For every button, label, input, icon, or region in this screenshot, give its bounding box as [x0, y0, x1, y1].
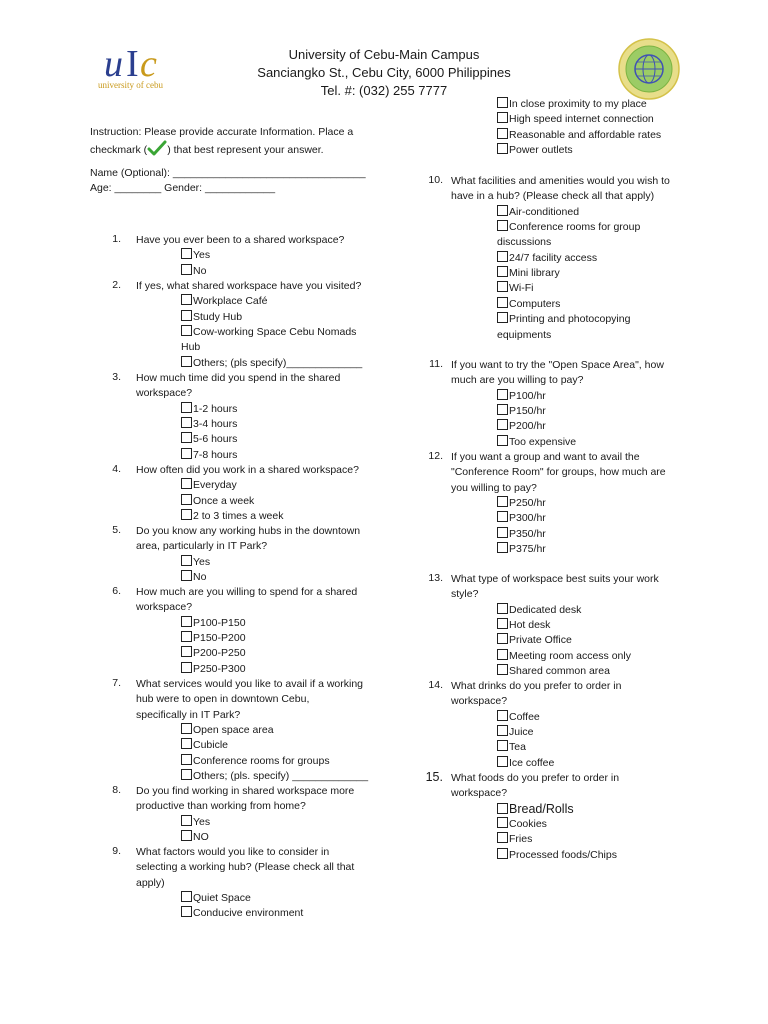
option-label-continued: discussions [497, 236, 552, 249]
checkbox-icon[interactable] [497, 389, 508, 400]
option-label: Private Office [509, 634, 572, 647]
option-label: Too expensive [509, 435, 577, 448]
checkbox-option[interactable] [497, 266, 560, 281]
checkbox-icon[interactable] [181, 906, 192, 917]
checkbox-icon[interactable] [497, 618, 508, 629]
question-text: you willing to pay? [451, 481, 537, 494]
option-label: Computers [509, 297, 561, 310]
question-text: What drinks do you prefer to order in [451, 680, 622, 692]
checkbox-icon[interactable] [497, 542, 508, 553]
checkbox-icon[interactable] [181, 325, 192, 336]
checkbox-option[interactable] [497, 281, 534, 296]
checkmark-icon [147, 140, 167, 161]
checkbox-option[interactable] [497, 756, 554, 771]
checkbox-icon[interactable] [497, 725, 508, 736]
option-label: Conference rooms for group [509, 221, 641, 234]
option-label: Quiet Space [193, 892, 251, 905]
checkbox-option[interactable] [181, 478, 237, 493]
option-label: In close proximity to my place [509, 98, 647, 110]
question-text: Do you know any working hubs in the downtown [136, 525, 361, 537]
checkbox-icon[interactable] [497, 312, 508, 323]
checkbox-option[interactable] [497, 404, 546, 419]
question-number: 1. [112, 233, 121, 245]
option-label-continued: Hub [181, 341, 201, 354]
checkbox-option[interactable] [497, 603, 581, 618]
checkbox-icon[interactable] [181, 310, 192, 321]
checkbox-icon[interactable] [497, 633, 508, 644]
header-address: Sanciangko St., Cebu City, 6000 Philippines [257, 65, 511, 80]
question-text: selecting a working hub? (Please check all that [136, 861, 355, 874]
question-text: What services would you like to avail if a working [136, 678, 364, 690]
checkbox-option[interactable] [181, 509, 283, 524]
question-number: 12. [428, 450, 443, 462]
checkbox-icon[interactable] [497, 112, 508, 123]
checkbox-icon[interactable] [181, 830, 192, 841]
checkbox-option[interactable] [181, 738, 228, 753]
checkbox-icon[interactable] [181, 723, 192, 734]
checkbox-option[interactable] [497, 389, 546, 404]
svg-text:I: I [126, 43, 139, 85]
checkbox-icon[interactable] [497, 251, 508, 262]
checkbox-option[interactable] [181, 325, 356, 340]
question-text: workspace? [451, 695, 508, 708]
checkbox-option[interactable] [497, 496, 546, 511]
option-label: No [193, 264, 207, 277]
checkbox-option[interactable] [497, 511, 546, 526]
checkbox-icon[interactable] [181, 815, 192, 826]
option-label: Once a week [193, 494, 255, 507]
option-label: Yes [193, 555, 211, 568]
option-label: P200-P250 [193, 647, 246, 660]
option-label: Hot desk [509, 619, 551, 632]
option-label: Cubicle [193, 739, 229, 752]
header-university-name: University of Cebu-Main Campus [288, 47, 480, 62]
checkbox-icon[interactable] [181, 356, 192, 367]
option-label: High speed internet connection [509, 113, 654, 126]
checkbox-option[interactable] [497, 112, 654, 127]
checkbox-option[interactable] [497, 664, 610, 679]
checkbox-icon[interactable] [497, 297, 508, 308]
checkbox-icon[interactable] [497, 205, 508, 216]
instruction-line-2: checkmark ( ) that best represent your answer. [90, 140, 324, 161]
checkbox-option[interactable] [497, 633, 572, 648]
question-number: 9. [112, 845, 121, 857]
checkbox-option[interactable] [181, 662, 246, 677]
option-label: Study Hub [193, 310, 243, 323]
question-number: 3. [112, 371, 121, 383]
checkbox-icon[interactable] [181, 432, 192, 443]
option-label: Conference rooms for groups [193, 754, 330, 767]
question-text: productive than working from home? [136, 800, 306, 813]
checkbox-option[interactable] [497, 97, 647, 112]
option-label: No [193, 571, 207, 584]
question-number: 14. [428, 679, 443, 691]
checkbox-icon[interactable] [181, 248, 192, 259]
question-number: 13. [428, 572, 443, 584]
option-label: NO [193, 831, 209, 844]
option-label: Yes [193, 815, 211, 828]
checkbox-icon[interactable] [497, 496, 508, 507]
option-label: Reasonable and affordable rates [509, 128, 662, 141]
option-label: P375/hr [509, 543, 546, 556]
question-text: specifically in IT Park? [136, 708, 241, 721]
option-label: Fries [509, 833, 533, 846]
checkbox-option[interactable] [181, 555, 210, 570]
option-label: Printing and photocopying [509, 313, 631, 326]
checkbox-option[interactable] [497, 848, 617, 863]
checkbox-icon[interactable] [181, 891, 192, 902]
option-label: Bread/Rolls [509, 801, 574, 816]
question-text: What factors would you like to consider in [136, 846, 330, 858]
option-label: Mini library [509, 267, 560, 280]
option-label: Open space area [193, 724, 274, 737]
checkbox-option[interactable] [497, 832, 532, 847]
checkbox-icon[interactable] [497, 419, 508, 430]
checkbox-icon[interactable] [181, 631, 192, 642]
checkbox-option[interactable] [181, 830, 209, 845]
option-label: P100/hr [509, 389, 546, 402]
option-label: 3-4 hours [193, 418, 238, 431]
option-label: Dedicated desk [509, 603, 582, 616]
checkbox-icon[interactable] [497, 404, 508, 415]
checkbox-option[interactable] [497, 817, 547, 832]
svg-text:c: c [140, 43, 157, 85]
checkbox-icon[interactable] [181, 769, 192, 780]
option-label: Conducive environment [193, 907, 304, 920]
checkbox-icon[interactable] [497, 527, 508, 538]
question-number: 10. [428, 174, 443, 186]
checkbox-icon[interactable] [497, 848, 508, 859]
checkbox-icon[interactable] [181, 616, 192, 627]
option-label: 5-6 hours [193, 433, 238, 446]
checkbox-option[interactable] [181, 448, 237, 463]
option-label: Ice coffee [509, 756, 555, 769]
question-text: How much are you willing to spend for a shared [136, 586, 358, 598]
option-label: Workplace Café [193, 295, 268, 308]
checkbox-icon[interactable] [181, 494, 192, 505]
question-number: 5. [112, 524, 121, 536]
checkbox-option[interactable] [181, 248, 210, 263]
checkbox-option[interactable] [497, 205, 579, 220]
checkbox-option[interactable] [181, 494, 254, 509]
checkbox-option[interactable] [497, 128, 661, 143]
question-text: What type of workspace best suits your work [451, 573, 659, 585]
question-number: 6. [112, 585, 121, 597]
checkbox-icon[interactable] [497, 143, 508, 154]
checkbox-option[interactable] [497, 143, 573, 158]
option-label: Tea [509, 741, 526, 754]
option-label: 7-8 hours [193, 448, 238, 461]
checkbox-option[interactable] [497, 725, 534, 740]
checkbox-option[interactable] [181, 906, 303, 921]
checkbox-option[interactable] [181, 417, 237, 432]
checkbox-option[interactable] [181, 723, 274, 738]
question-text: How much time did you spend in the shared [136, 372, 341, 384]
question-number: 11. [429, 358, 443, 370]
question-text: Do you find working in shared workspace more [136, 785, 355, 797]
question-text: If yes, what shared workspace have you visited? [136, 280, 362, 292]
checkbox-option[interactable] [497, 649, 631, 664]
checkbox-option[interactable] [497, 312, 630, 327]
checkbox-option[interactable] [181, 891, 251, 906]
checkbox-icon[interactable] [181, 738, 192, 749]
checkbox-icon[interactable] [497, 603, 508, 614]
checkbox-option[interactable] [181, 815, 210, 830]
checkbox-option[interactable] [497, 710, 540, 725]
checkbox-option[interactable] [181, 646, 246, 661]
option-label: Everyday [193, 479, 237, 492]
option-label: P300/hr [509, 512, 546, 525]
option-label: Air-conditioned [509, 205, 580, 218]
checkbox-option[interactable] [497, 618, 550, 633]
checkbox-icon[interactable] [181, 662, 192, 673]
checkbox-icon[interactable] [497, 128, 508, 139]
checkbox-icon[interactable] [181, 509, 192, 520]
checkbox-option[interactable] [497, 542, 546, 557]
question-text: "Conference Room" for groups, how much are [451, 466, 666, 479]
checkbox-option[interactable] [181, 570, 206, 585]
option-label: Power outlets [509, 144, 573, 157]
question-number: 4. [112, 463, 121, 475]
checkbox-option[interactable] [181, 310, 242, 325]
option-label: P150-P200 [193, 632, 246, 645]
checkbox-icon[interactable] [181, 570, 192, 581]
checkbox-option[interactable] [497, 419, 546, 434]
option-label: P100-P150 [193, 616, 246, 629]
checkbox-option[interactable] [181, 294, 268, 309]
question-number: 2. [112, 279, 121, 291]
checkbox-icon[interactable] [181, 555, 192, 566]
checkbox-option[interactable] [497, 740, 526, 755]
option-label-continued: equipments [497, 328, 552, 341]
checkbox-option[interactable] [497, 220, 640, 235]
question-number: 7. [112, 677, 121, 689]
header-phone: Tel. #: (032) 255 7777 [320, 83, 448, 98]
checkbox-icon[interactable] [181, 417, 192, 428]
question-text: style? [451, 588, 479, 601]
option-label: Others; (pls specify)_____________ [193, 356, 363, 369]
checkbox-icon[interactable] [497, 97, 508, 108]
checkbox-option[interactable] [181, 402, 237, 417]
option-label: P200/hr [509, 420, 546, 433]
option-label: P150/hr [509, 405, 546, 418]
instruction-line-1: Instruction: Please provide accurate Information. Place a [90, 126, 354, 138]
option-label: 24/7 facility access [509, 251, 598, 264]
question-number: 8. [112, 784, 121, 796]
checkbox-option[interactable] [497, 527, 546, 542]
checkbox-option[interactable] [181, 356, 362, 371]
checkbox-option[interactable] [497, 297, 560, 312]
checkbox-icon[interactable] [497, 817, 508, 828]
question-number: 15. [425, 770, 443, 784]
checkbox-icon[interactable] [181, 646, 192, 657]
checkbox-icon[interactable] [497, 649, 508, 660]
question-text: area, particularly in IT Park? [136, 540, 268, 553]
checkbox-icon[interactable] [181, 448, 192, 459]
question-text: What foods do you prefer to order in [451, 772, 620, 784]
option-label: Shared common area [509, 665, 610, 678]
question-text: How often did you work in a shared workspace? [136, 464, 359, 476]
checkbox-option[interactable] [181, 769, 368, 784]
checkbox-icon[interactable] [497, 832, 508, 843]
checkbox-icon[interactable] [497, 740, 508, 751]
checkbox-icon[interactable] [497, 756, 508, 767]
checkbox-icon[interactable] [497, 511, 508, 522]
option-label: P350/hr [509, 527, 546, 540]
checkbox-icon[interactable] [497, 281, 508, 292]
checkbox-icon[interactable] [497, 664, 508, 675]
question-text: hub were to open in downtown Cebu, [136, 693, 310, 706]
checkbox-option[interactable] [497, 802, 574, 818]
question-text: What facilities and amenities would you wish to [451, 175, 670, 187]
question-text: If you want to try the "Open Space Area", how [451, 359, 664, 371]
checkbox-option[interactable] [181, 432, 237, 447]
checkbox-option[interactable] [497, 435, 576, 450]
svg-text:u: u [104, 43, 123, 85]
option-label: Meeting room access only [509, 649, 631, 662]
option-label: P250/hr [509, 497, 546, 510]
age-gender-field[interactable]: Age: ________ Gender: ____________ [90, 182, 276, 194]
question-text: much are you willing to pay? [451, 374, 584, 387]
checkbox-option[interactable] [497, 251, 597, 266]
question-text: apply) [136, 876, 165, 889]
question-text: workspace? [451, 787, 508, 800]
checkbox-icon[interactable] [497, 266, 508, 277]
option-label: P250-P300 [193, 662, 246, 675]
option-label: Yes [193, 249, 211, 262]
checkbox-option[interactable] [181, 754, 330, 769]
name-field[interactable]: Name (Optional): _________________________________ [90, 167, 366, 179]
option-label: Coffee [509, 710, 540, 723]
question-text: If you want a group and want to avail the [451, 451, 640, 463]
checkbox-option[interactable] [181, 631, 246, 646]
checkbox-icon[interactable] [181, 264, 192, 275]
checkbox-icon[interactable] [181, 478, 192, 489]
question-text: Have you ever been to a shared workspace? [136, 234, 345, 246]
checkbox-icon[interactable] [497, 220, 508, 231]
option-label: Others; (pls. specify) _____________ [193, 770, 369, 783]
checkbox-icon[interactable] [181, 754, 192, 765]
option-label: Cookies [509, 818, 547, 831]
checkbox-option[interactable] [181, 264, 206, 279]
option-label: 2 to 3 times a week [193, 510, 284, 523]
question-text: workspace? [136, 387, 193, 400]
checkbox-icon[interactable] [181, 402, 192, 413]
checkbox-option[interactable] [181, 616, 246, 631]
checkbox-icon[interactable] [181, 294, 192, 305]
question-text: workspace? [136, 601, 193, 614]
option-label: Cow-working Space Cebu Nomads [193, 326, 357, 339]
checkbox-icon[interactable] [497, 435, 508, 446]
option-label: Juice [509, 726, 534, 739]
checkbox-icon[interactable] [497, 710, 508, 721]
option-label: Processed foods/Chips [509, 848, 617, 861]
option-label: Wi-Fi [509, 282, 534, 295]
option-label: 1-2 hours [193, 402, 238, 415]
question-text: have in a hub? (Please check all that apply) [451, 190, 655, 203]
logo-subtext: university of cebu [98, 80, 163, 90]
checkbox-icon[interactable] [497, 803, 508, 814]
